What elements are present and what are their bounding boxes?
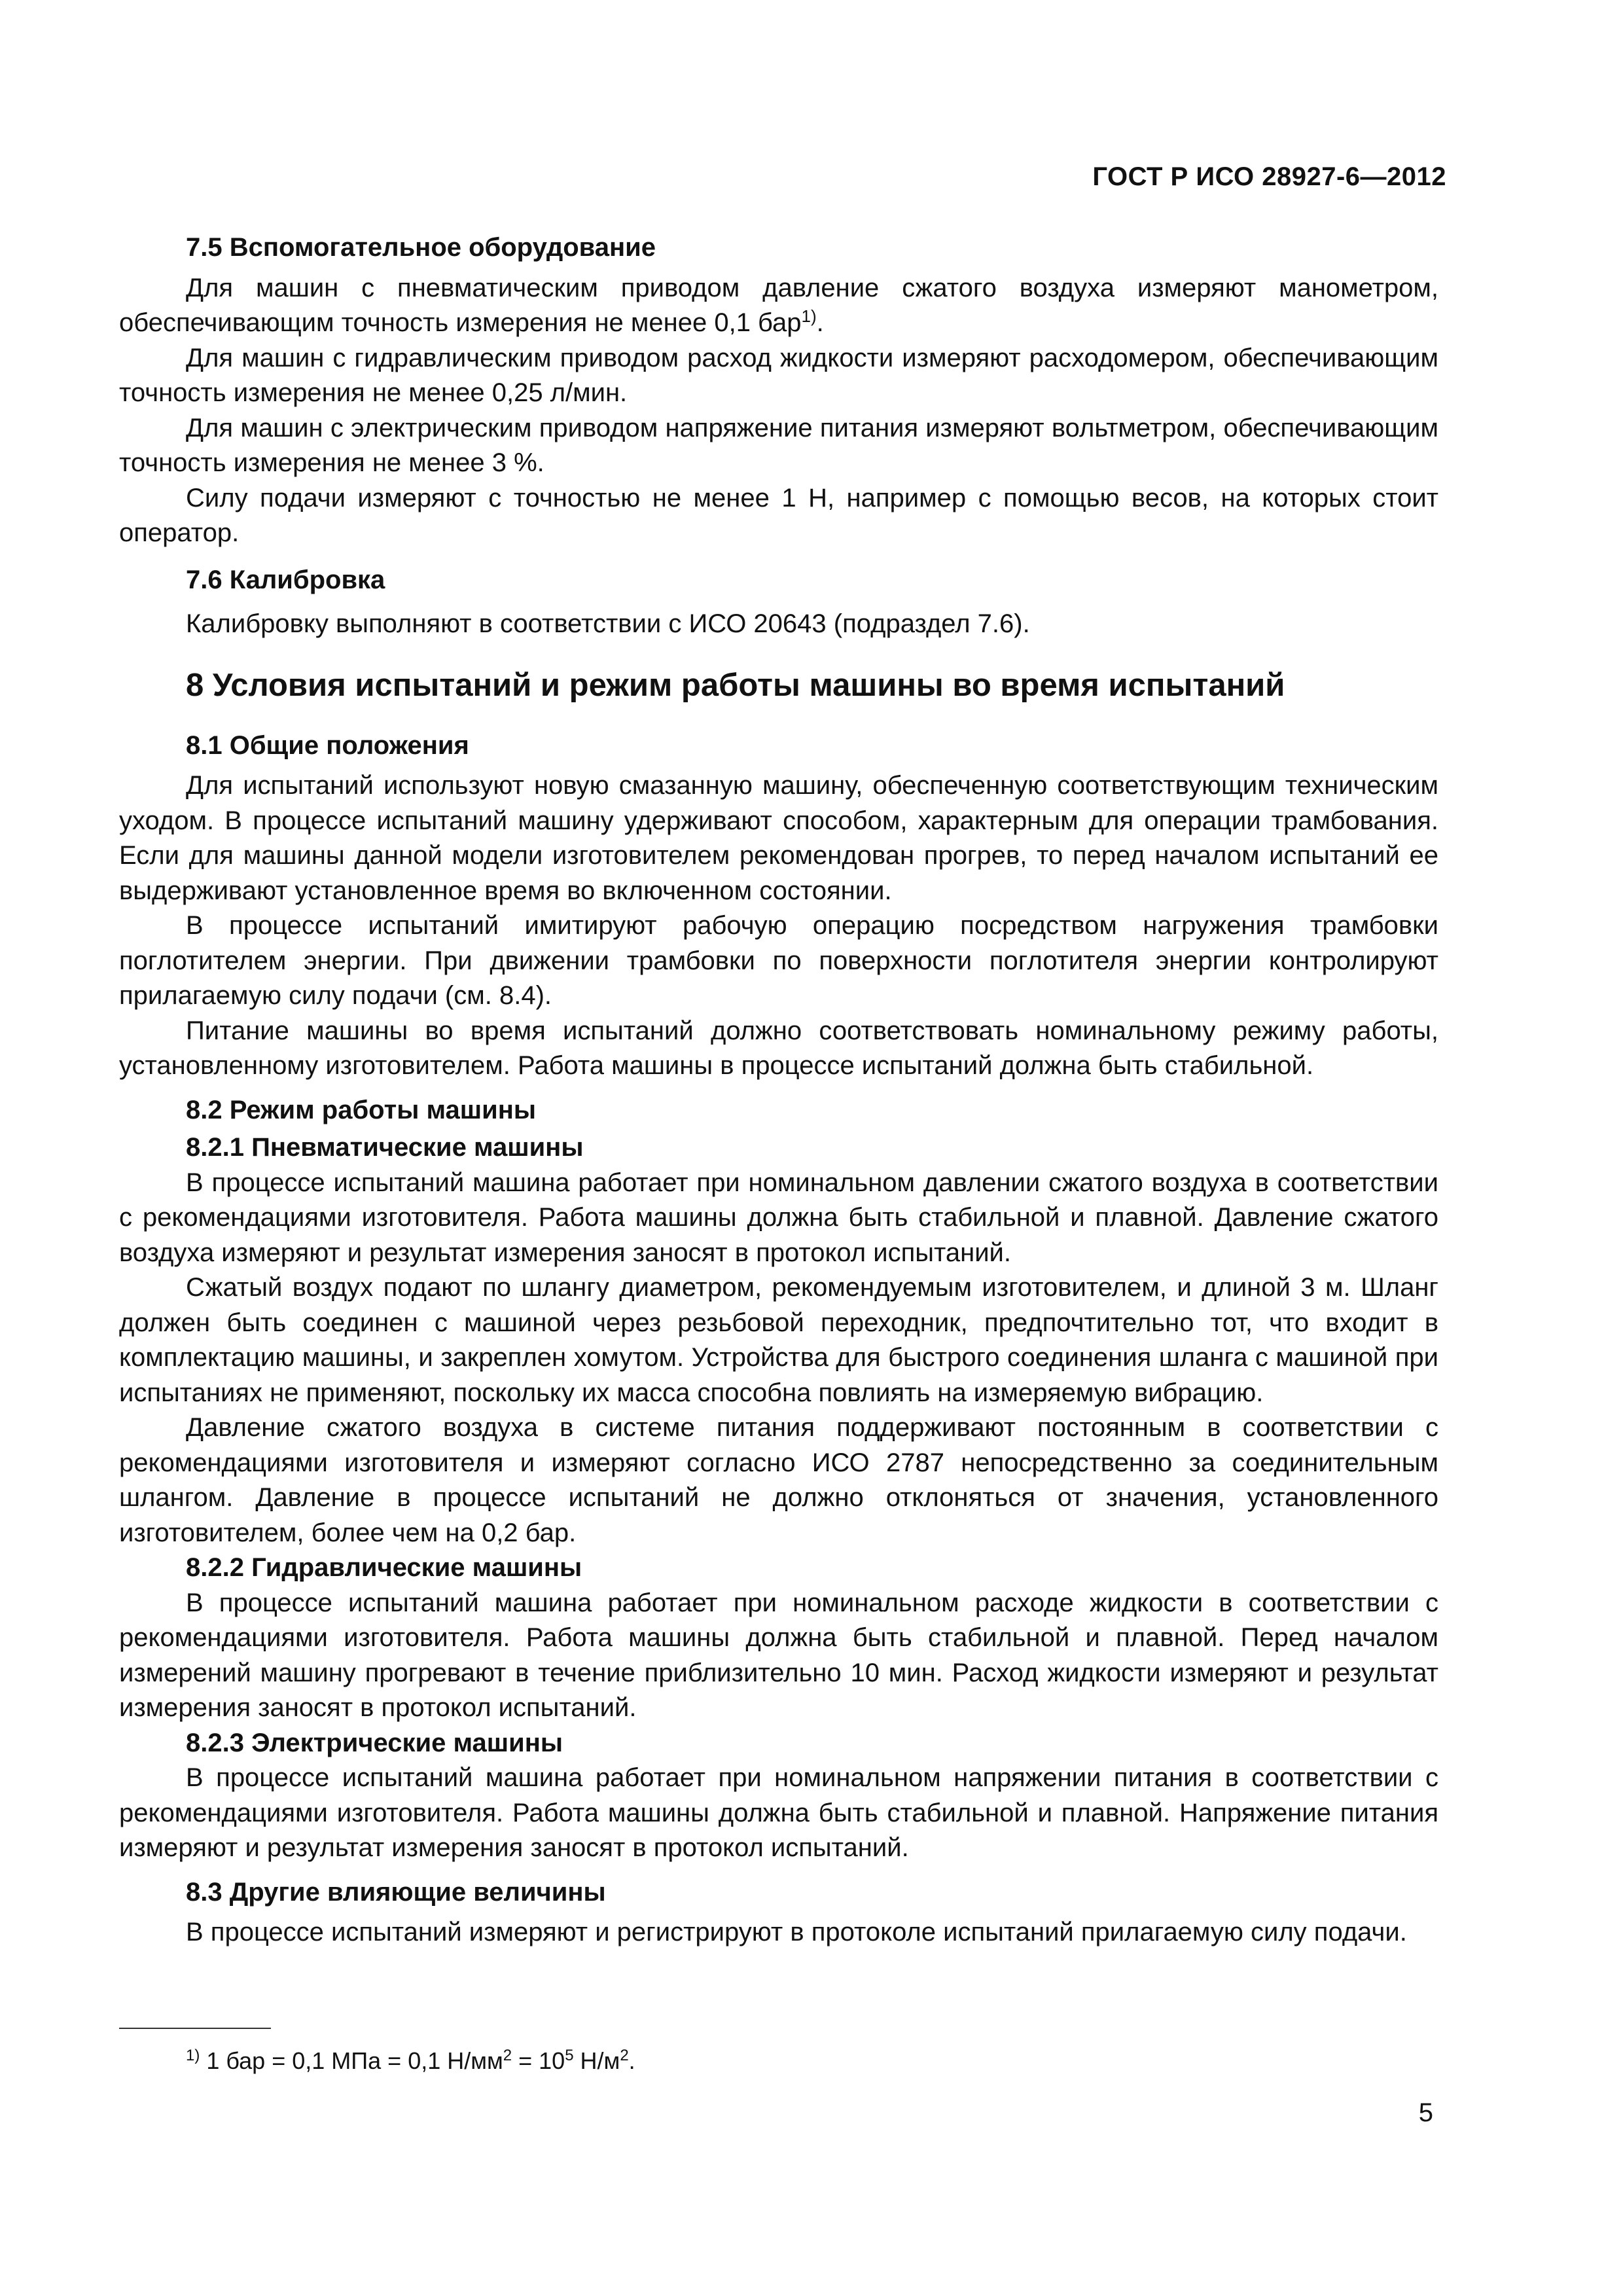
- paragraph: В процессе испытаний машина работает при номинальном расходе жидкости в соответствии с рекомендациями изготовителя. Работа машины должна быть стабильной и плавной. Перед началом измерений машину прогревают в течение приблизительно 10 мин. Расход жидкости измеряют и результат измерения заносят в протокол испытаний.: [119, 1588, 1438, 1722]
- paragraph: В процессе испытаний измеряют и регистрируют в протоколе испытаний прилагаемую силу подачи.: [186, 1918, 1407, 1946]
- section-8-2-1-title: 8.2.1 Пневматические машины: [186, 1133, 584, 1162]
- footnote-text: = 10: [512, 2047, 565, 2074]
- section-8-2-3-title: 8.2.3 Электрические машины: [186, 1728, 563, 1757]
- paragraph: В процессе испытаний машина работает при номинальном напряжении питания в соответствии с рекомендациями изготовителя. Работа машины должна быть стабильной и плавной. Напряжение питания измеряют и результат измерения заносят в протокол испытаний.: [119, 1763, 1438, 1862]
- footnote-exponent: 2: [620, 2047, 629, 2064]
- paragraph: Для машин с электрическим приводом напряжение питания измеряют вольтметром, обеспечивающим точность измерения не менее 3 %.: [119, 413, 1438, 477]
- paragraph: В процессе испытаний машина работает при номинальном давлении сжатого воздуха в соответствии с рекомендациями изготовителя. Работа машины должна быть стабильной и плавной. Давление сжатого воздуха измеряют и результат измерения заносят в протокол испытаний.: [119, 1168, 1438, 1267]
- paragraph: Для машин с гидравлическим приводом расход жидкости измеряют расходомером, обеспечивающим точность измерения не менее 0,25 л/мин.: [119, 343, 1438, 407]
- footnote-text: .: [628, 2047, 635, 2074]
- paragraph: [119, 271, 1438, 341]
- paragraph: Давление сжатого воздуха в системе питания поддерживают постоянным в соответствии с рекомендациями изготовителя и измеряют согласно ИСО 2787 непосредственно за соединительным шлангом. Давление в процессе испытаний не должно отклоняться от значения, установленного изготовителем, более чем на 0,2 бар.: [119, 1413, 1438, 1547]
- footnote-marker: 1): [186, 2047, 200, 2064]
- section-8-2-2-title: 8.2.2 Гидравлические машины: [186, 1553, 582, 1582]
- section-7-6-title: 7.6 Калибровка: [186, 565, 385, 594]
- section-8-1-title: 8.1 Общие положения: [186, 730, 469, 760]
- footnote-text: Н/м: [573, 2047, 620, 2074]
- paragraph: Калибровку выполняют в соответствии с ИСО 20643 (подраздел 7.6).: [186, 609, 1030, 638]
- paragraph: Силу подачи измеряют с точностью не менее 1 Н, например с помощью весов, на которых стоит оператор.: [119, 483, 1438, 547]
- document-code: ГОСТ Р ИСО 28927-6—2012: [1092, 162, 1446, 191]
- paragraph: В процессе испытаний имитируют рабочую операцию посредством нагружения трамбовки поглотителем энергии. При движении трамбовки по поверхности поглотителя энергии контролируют прилагаемую силу подачи (см. 8.4).: [119, 911, 1438, 1010]
- paragraph-text: Для машин с пневматическим приводом давление сжатого воздуха измеряют манометром, обеспечивающим точность измерения не менее 0,1 бар: [119, 273, 1438, 337]
- paragraph: Для испытаний используют новую смазанную машину, обеспеченную соответствующим техническим уходом. В процессе испытаний машину удерживают способом, характерным для операции трамбования. Если для машины данной модели изготовителем рекомендован прогрев, то перед началом испытаний ее выдерживают установленное время во включенном состоянии.: [119, 771, 1438, 905]
- section-7-5-title: 7.5 Вспомогательное оборудование: [186, 233, 656, 262]
- paragraph: Сжатый воздух подают по шлангу диаметром, рекомендуемым изготовителем, и длиной 3 м. Шланг должен быть соединен с машиной через резьбовой переходник, предпочтительно тот, что входит в комплектацию машины, и закреплен хомутом. Устройства для быстрого соединения шланга с машиной при испытаниях не применяют, поскольку их масса способна повлиять на измеряемую вибрацию.: [119, 1273, 1438, 1407]
- section-8-title: 8 Условия испытаний и режим работы машины во время испытаний: [186, 667, 1285, 703]
- footnote-divider: [119, 2028, 271, 2029]
- footnote-exponent: 2: [503, 2047, 512, 2064]
- section-8-2-title: 8.2 Режим работы машины: [186, 1095, 537, 1124]
- section-8-3-title: 8.3 Другие влияющие величины: [186, 1877, 606, 1907]
- footnote-text: 1 бар = 0,1 МПа = 0,1 Н/мм: [200, 2047, 503, 2074]
- paragraph-text-end: .: [816, 308, 824, 337]
- page-number: 5: [1418, 2098, 1433, 2127]
- footnote-exponent: 5: [565, 2047, 574, 2064]
- document-body: [119, 230, 1438, 1950]
- footnote-ref: 1): [801, 306, 817, 326]
- footnote: [186, 2045, 635, 2077]
- paragraph: Питание машины во время испытаний должно соответствовать номинальному режиму работы, установленному изготовителем. Работа машины в процессе испытаний должна быть стабильной.: [119, 1016, 1438, 1080]
